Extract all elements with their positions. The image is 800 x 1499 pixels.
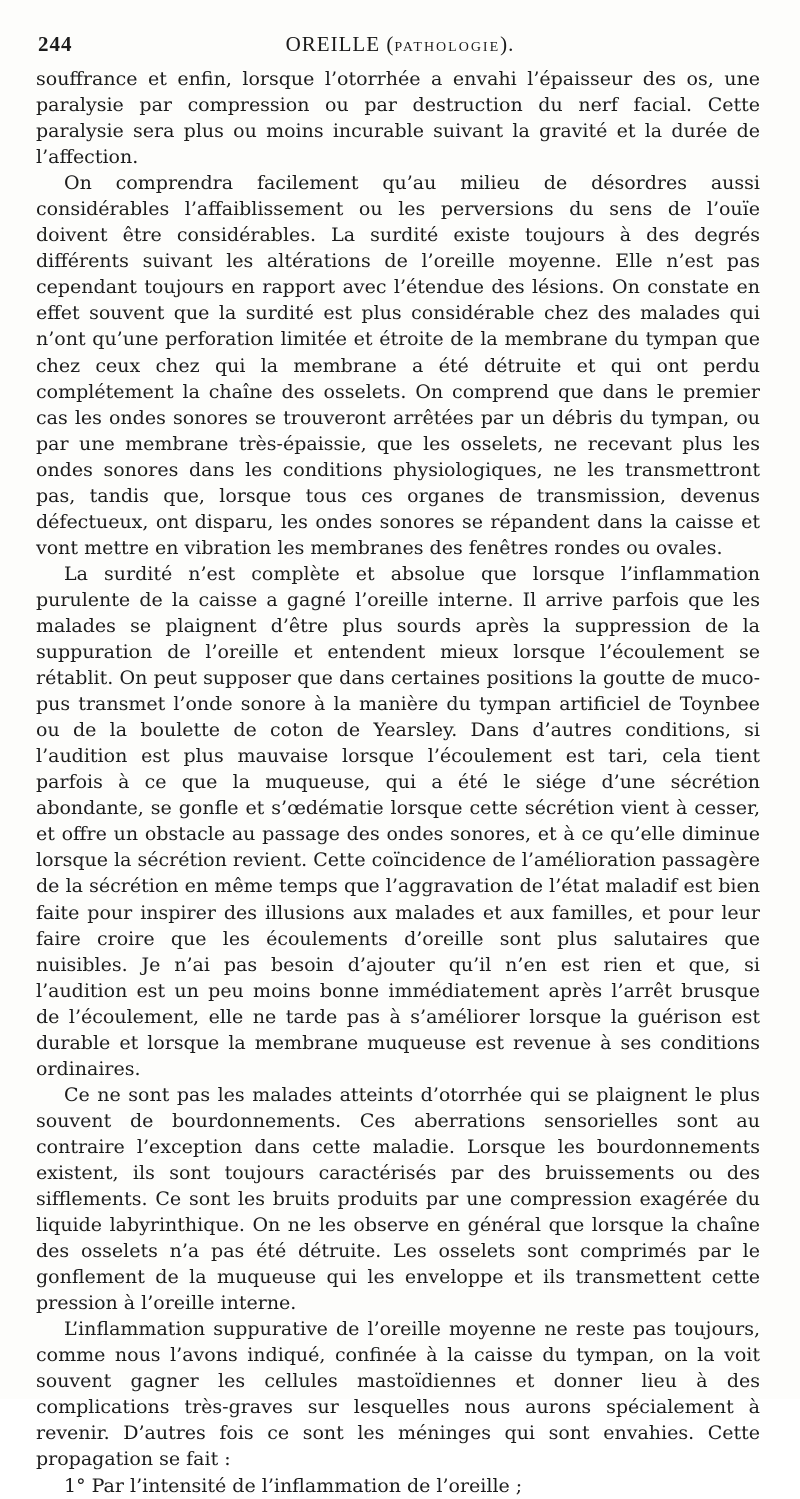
paragraph-hearing-loss: On comprendra facilement qu’au milieu de désordres aussi considérables l’affaiblissement ou les perversions du sens de l’ouïe doivent être considérables. La surdité existe toujours à des degrés différents suivant les altérations de l’oreille moyenne. Elle n’est pas cependant toujours en rapport avec l’étendue des lésions. On constate en effet souvent que la surdité est plus considérable chez des malades qui n’ont qu’une perforation limitée et étroite de la membrane du tympan que chez ceux chez qui la membrane a été détruite et qui ont perdu complétement la chaîne des osselets. On comprend que dans le premier cas les ondes sonores se trouveront arrêtées par un débris du tympan, ou par une membrane très-épaissie, que les osselets, ne recevant plus les ondes sonores dans les conditions physiologiques, ne les transmettront pas, tandis que, lorsque tous ces organes de transmission, devenus défectueux, ont disparu, les ondes sonores se répandent dans la caisse et vont mettre en vibration les membranes des fenêtres rondes ou ovales. [36, 172, 760, 559]
running-title [38, 32, 762, 57]
running-head [38, 28, 762, 64]
running-title-main: OREILLE [285, 32, 381, 56]
running-title-close-paren: ). [500, 32, 515, 56]
running-title-subject: PATHOLOGIE [394, 40, 501, 55]
paragraph-continued: souffrance et enfin, lorsque l’otorrhée a envahi l’épaisseur des os, une paralysie par compression ou par destruction du nerf facial. Cette paralysie sera plus ou moins incurable suivant la gravité et la durée de l’affection. [36, 68, 760, 169]
body-text [36, 66, 760, 1499]
paragraph-complete-deafness: La surdité n’est complète et absolue que lorsque l’inflammation purulente de la caisse a gagné l’oreille interne. Il arrive parfois que les malades se plaignent d’être plus sourds après la suppression de la suppuration de l’oreille et entendent mieux lorsque l’écoulement se rétablit. On peut supposer que dans certaines positions la goutte de muco-pus transmet l’onde sonore à la manière du tympan artificiel de Toynbee ou de la boulette de coton de Yearsley. Dans d’autres conditions, si l’audition est plus mauvaise lorsque l’écoulement est tari, cela tient parfois à ce que la muqueuse, qui a été le siége d’une sécrétion abondante, se gonfle et s’œdématie lorsque cette sécrétion vient à cesser, et offre un obstacle au passage des ondes sonores, et à ce qu’elle diminue lorsque la sécrétion revient. Cette coïncidence de l’amélioration passagère de la sécrétion en même temps que l’aggravation de l’état maladif est bien faite pour inspirer des illusions aux malades et aux familles, et pour leur faire croire que les écoulements d’oreille sont plus salutaires que nuisibles. Je n’ai pas besoin d’ajouter qu’il n’en est rien et que, si l’audition est un peu moins bonne immédiatement après l’arrêt brusque de l’écoulement, elle ne tarde pas à s’améliorer lorsque la guérison est durable et lorsque la membrane muqueuse est revenue à ses conditions ordinaires. [36, 562, 760, 1080]
page-number: 244 [38, 32, 73, 56]
paragraph-list-item-1: 1° Par l’intensité de l’inflammation de l’oreille ; [64, 1474, 523, 1497]
paragraph-tinnitus: Ce ne sont pas les malades atteints d’otorrhée qui se plaignent le plus souvent de bourdonnements. Ces aberrations sensorielles sont au contraire l’exception dans cette maladie. Lorsque les bourdonnements existent, ils sont toujours caractérisés par des bruissements ou des sifflements. Ce sont les bruits produits par une compression exagérée du liquide labyrinthique. On ne les observe en général que lorsque la chaîne des osselets n’a pas été détruite. Les osselets sont comprimés par le gonflement de la muqueuse qui les enveloppe et ils transmettent cette pression à l’oreille interne. [36, 1083, 760, 1315]
running-title-open-paren: ( [380, 32, 395, 56]
paragraph-propagation: L’inflammation suppurative de l’oreille moyenne ne reste pas toujours, comme nous l’avons indiqué, confinée à la caisse du tympan, on la voit souvent gagner les cellules mastoïdiennes et donner lieu à des complications très-graves sur lesquelles nous aurons spécialement à revenir. D’autres fois ce sont les méninges qui sont envahies. Cette propagation se fait : [36, 1318, 760, 1471]
